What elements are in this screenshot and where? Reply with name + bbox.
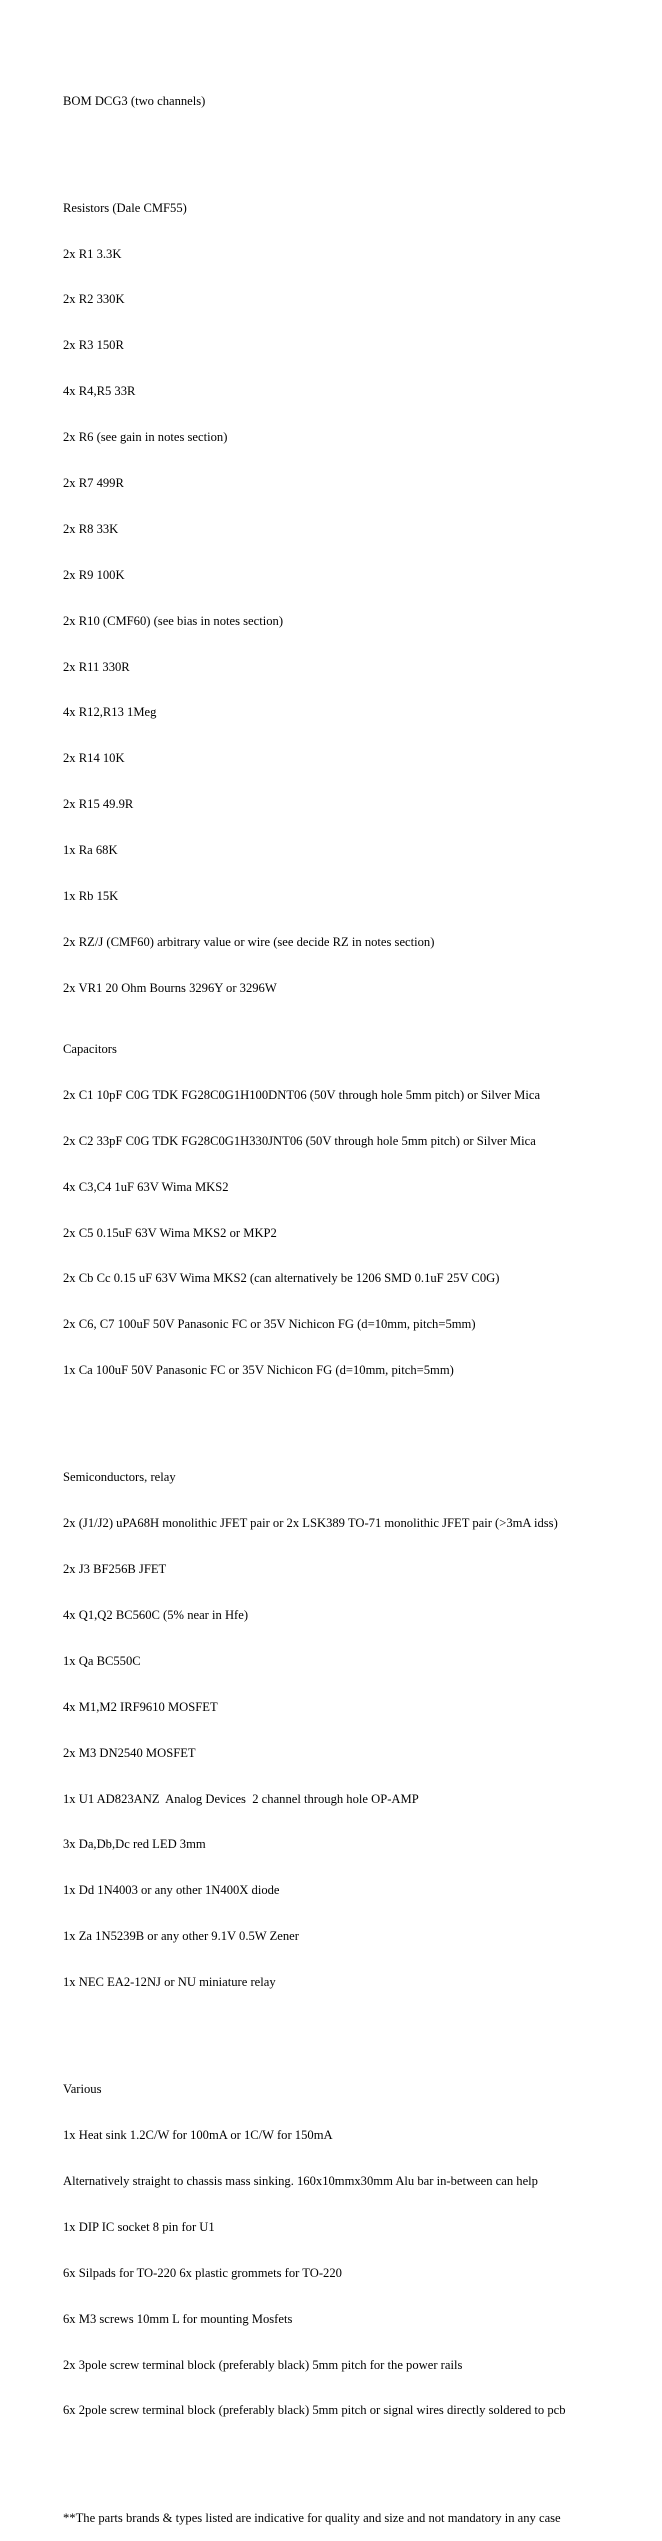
semiconductor-item: 4x M1,M2 IRF9610 MOSFET — [63, 1699, 218, 1714]
semiconductor-item: 1x Dd 1N4003 or any other 1N400X diode — [63, 1883, 280, 1898]
resistor-item: 2x RZ/J (CMF60) arbitrary value or wire (see decide RZ in notes section) — [63, 934, 435, 949]
resistor-item: 2x R6 (see gain in notes section) — [63, 430, 228, 445]
resistor-item: 1x Rb 15K — [63, 889, 119, 904]
capacitor-item: 2x C5 0.15uF 63V Wima MKS2 or MKP2 — [63, 1225, 277, 1240]
bom-document — [63, 63, 653, 2541]
various-item: 6x 2pole screw terminal block (preferably black) 5mm pitch or signal wires directly soldered to pcb — [63, 2403, 566, 2418]
resistors-heading: Resistors (Dale CMF55) — [63, 200, 187, 215]
resistor-item: 2x R9 100K — [63, 567, 125, 582]
resistor-item: 2x R1 3.3K — [63, 246, 122, 261]
various-item: 1x DIP IC socket 8 pin for U1 — [63, 2219, 215, 2234]
various-item: Alternatively straight to chassis mass sinking. 160x10mmx30mm Alu bar in-between can help — [63, 2173, 538, 2188]
spacer — [63, 2021, 653, 2036]
semiconductor-item: 1x U1 AD823ANZ Analog Devices 2 channel through hole OP-AMP — [63, 1791, 419, 1806]
various-item: 6x M3 screws 10mm L for mounting Mosfets — [63, 2311, 293, 2326]
semiconductor-item: 1x Qa BC550C — [63, 1653, 141, 1668]
semiconductor-item: 2x (J1/J2) uPA68H monolithic JFET pair or 2x LSK389 TO-71 monolithic JFET pair (>3mA idss) — [63, 1516, 558, 1531]
resistor-item: 2x VR1 20 Ohm Bourns 3296Y or 3296W — [63, 980, 277, 995]
semiconductor-item: 4x Q1,Q2 BC560C (5% near in Hfe) — [63, 1607, 249, 1622]
semiconductors-heading: Semiconductors, relay — [63, 1470, 176, 1485]
semiconductor-item: 3x Da,Db,Dc red LED 3mm — [63, 1837, 206, 1852]
resistor-item: 2x R7 499R — [63, 476, 124, 491]
resistor-item: 2x R3 150R — [63, 338, 124, 353]
resistor-item: 4x R12,R13 1Meg — [63, 705, 157, 720]
semiconductor-item: 1x NEC EA2-12NJ or NU miniature relay — [63, 1975, 276, 1990]
resistor-item: 2x R10 (CMF60) (see bias in notes section) — [63, 613, 284, 628]
semiconductor-item: 2x M3 DN2540 MOSFET — [63, 1745, 196, 1760]
capacitor-item: 1x Ca 100uF 50V Panasonic FC or 35V Nichicon FG (d=10mm, pitch=5mm) — [63, 1363, 454, 1378]
resistor-item: 1x Ra 68K — [63, 843, 118, 858]
spacer — [63, 2449, 653, 2464]
semiconductor-item: 2x J3 BF256B JFET — [63, 1562, 167, 1577]
resistor-item: 2x R15 49.9R — [63, 797, 134, 812]
capacitor-item: 4x C3,C4 1uF 63V Wima MKS2 — [63, 1179, 229, 1194]
capacitor-item: 2x C2 33pF C0G TDK FG28C0G1H330JNT06 (50V through hole 5mm pitch) or Silver Mica — [63, 1133, 536, 1148]
various-heading: Various — [63, 2082, 102, 2097]
various-item: 2x 3pole screw terminal block (preferably black) 5mm pitch for the power rails — [63, 2357, 463, 2372]
capacitor-item: 2x Cb Cc 0.15 uF 63V Wima MKS2 (can alternatively be 1206 SMD 0.1uF 25V C0G) — [63, 1271, 500, 1286]
spacer — [63, 139, 653, 154]
semiconductor-item: 1x Za 1N5239B or any other 9.1V 0.5W Zener — [63, 1929, 299, 1944]
resistor-item: 2x R11 330R — [63, 659, 130, 674]
resistor-item: 4x R4,R5 33R — [63, 384, 136, 399]
resistor-item: 2x R2 330K — [63, 292, 125, 307]
spacer — [63, 1409, 653, 1424]
various-item: 6x Silpads for TO-220 6x plastic grommets for TO-220 — [63, 2265, 342, 2280]
resistor-item: 2x R14 10K — [63, 751, 125, 766]
capacitors-heading: Capacitors — [63, 1042, 117, 1056]
capacitor-item: 2x C6, C7 100uF 50V Panasonic FC or 35V Nichicon FG (d=10mm, pitch=5mm) — [63, 1317, 476, 1332]
footnote: **The parts brands & types listed are indicative for quality and size and not mandatory in any case — [63, 2510, 561, 2525]
capacitor-item: 2x C1 10pF C0G TDK FG28C0G1H100DNT06 (50V through hole 5mm pitch) or Silver Mica — [63, 1087, 541, 1102]
resistor-item: 2x R8 33K — [63, 521, 119, 536]
various-item: 1x Heat sink 1.2C/W for 100mA or 1C/W for 150mA — [63, 2128, 333, 2143]
document-title: BOM DCG3 (two channels) — [63, 93, 206, 108]
